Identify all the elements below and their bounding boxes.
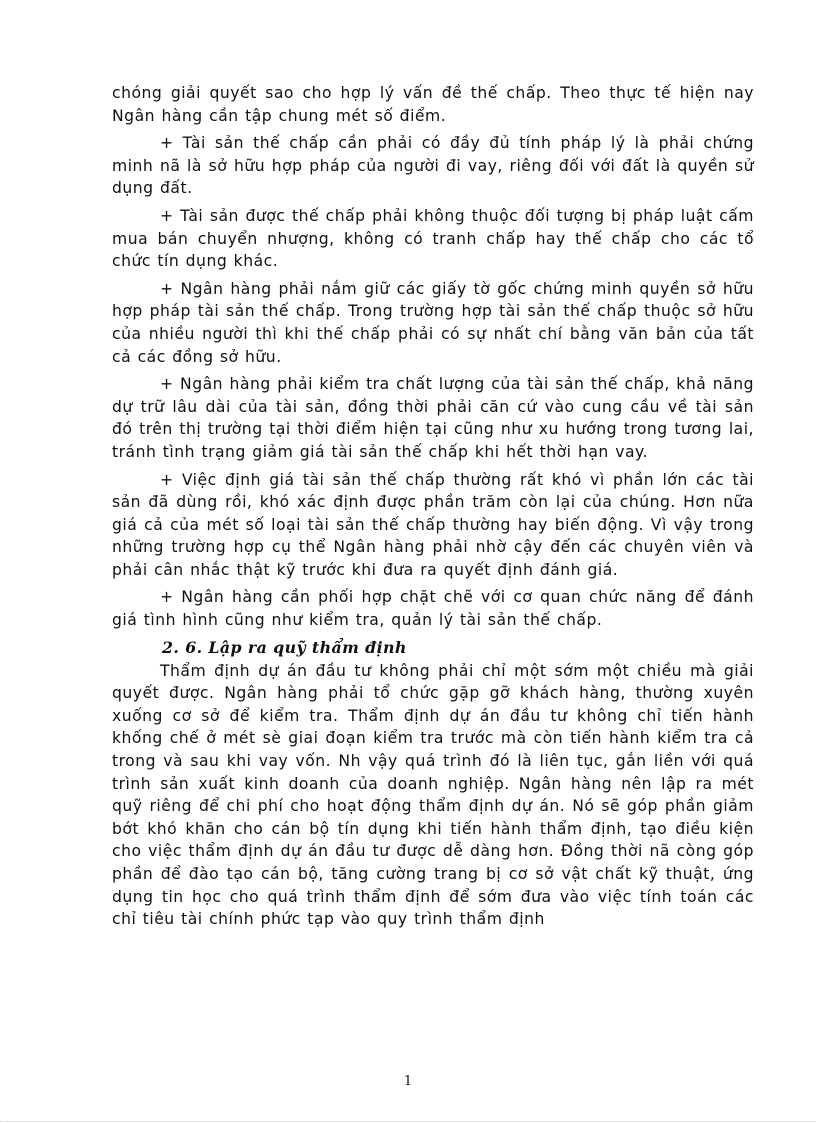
paragraph-valuation: + Việc định giá tài sản thế chấp thường rất khó vì phần lớn các tài sản đã dùng rồi, khó xác định được phần trăm còn lại của chúng. Hơn nữa giá cả của mét số loại tài sản thế chấp thường hay biến động. Vì vậy trong những trường hợp cụ thể Ngân hàng phải nhờ cậy đến các chuyên viên và phải cân nhắc thật kỹ trước khi đưa ra quyết định đánh giá. bbox=[112, 470, 754, 579]
document-body bbox=[112, 82, 754, 936]
paragraph-legal-status: + Tài sản thế chấp cần phải có đầy đủ tính pháp lý là phải chứng minh nã là sở hữu hợp pháp của người đi vay, riêng đối với đất là quyền sử dụng đất. bbox=[112, 134, 754, 198]
paragraph-original-documents: + Ngân hàng phải nắm giữ các giấy tờ gốc chứng minh quyền sở hữu hợp pháp tài sản thế chấp. Trong trường hợp tài sản thế chấp thuộc sở hữu của nhiều người thì khi thế chấp phải có sự nhất chí bằng văn bản của tất cả các đồng sở hữu. bbox=[112, 279, 754, 366]
paragraph-appraisal-fund: Thẩm định dự án đầu tư không phải chỉ một sớm một chiều mà giải quyết được. Ngân hàng phải tổ chức gặp gỡ khách hàng, thường xuyên xuống cơ sở để kiểm tra. Thẩm định dự án đầu tư không chỉ tiến hành khống chế ở mét sè giai đoạn kiểm tra trước mà còn tiến hành kiểm tra cả trong và sau khi vay vốn. Nh vậy quá trình đó là liên tục, gắn liền với quá trình sản xuất kinh doanh của doanh nghiệp. Ngân hàng nên lập ra mét quỹ riêng để chi phí cho hoạt động thẩm định dự án. Nó sẽ góp phần giảm bớt khó khăn cho cán bộ tín dụng khi tiến hành thẩm định, tạo điều kiện cho việc thẩm định dự án đầu tư được dễ dàng hơn. Đồng thời nã còng góp phần để đào tạo cán bộ, tăng cường trang bị cơ sở vật chất kỹ thuật, ứng dụng tin học cho quá trình thẩm định để sớm đưa vào việc tính toán các chỉ tiêu tài chính phức tạp vào quy trình thẩm định bbox=[112, 661, 754, 929]
page-number: 1 bbox=[403, 1074, 413, 1089]
paragraph-continuation: chóng giải quyết sao cho hợp lý vấn đề thế chấp. Theo thực tế hiện nay Ngân hàng cần tập chung mét số điểm. bbox=[112, 84, 754, 125]
paragraph-quality-check: + Ngân hàng phải kiểm tra chất lượng của tài sản thế chấp, khả năng dự trữ lâu dài của tài sản, đồng thời phải căn cứ vào cung cầu về tài sản đó trên thị trường tại thời điểm hiện tại cũng như xu hướng trong tương lai, tránh tình trạng giảm giá tài sản thế chấp khi hết thời hạn vay. bbox=[112, 375, 754, 461]
paragraph-coordination: + Ngân hàng cần phối hợp chặt chẽ với cơ quan chức năng để đánh giá tình hình cũng như kiểm tra, quản lý tài sản thế chấp. bbox=[112, 588, 754, 630]
section-heading: 2. 6. Lập ra quỹ thẩm định bbox=[162, 637, 407, 657]
page-bottom-divider bbox=[0, 1121, 816, 1122]
paragraph-not-prohibited: + Tài sản được thế chấp phải không thuộc đối tượng bị pháp luật cấm mua bán chuyển nhượng, không có tranh chấp hay thế chấp cho các tổ chức tín dụng khác. bbox=[112, 206, 754, 271]
